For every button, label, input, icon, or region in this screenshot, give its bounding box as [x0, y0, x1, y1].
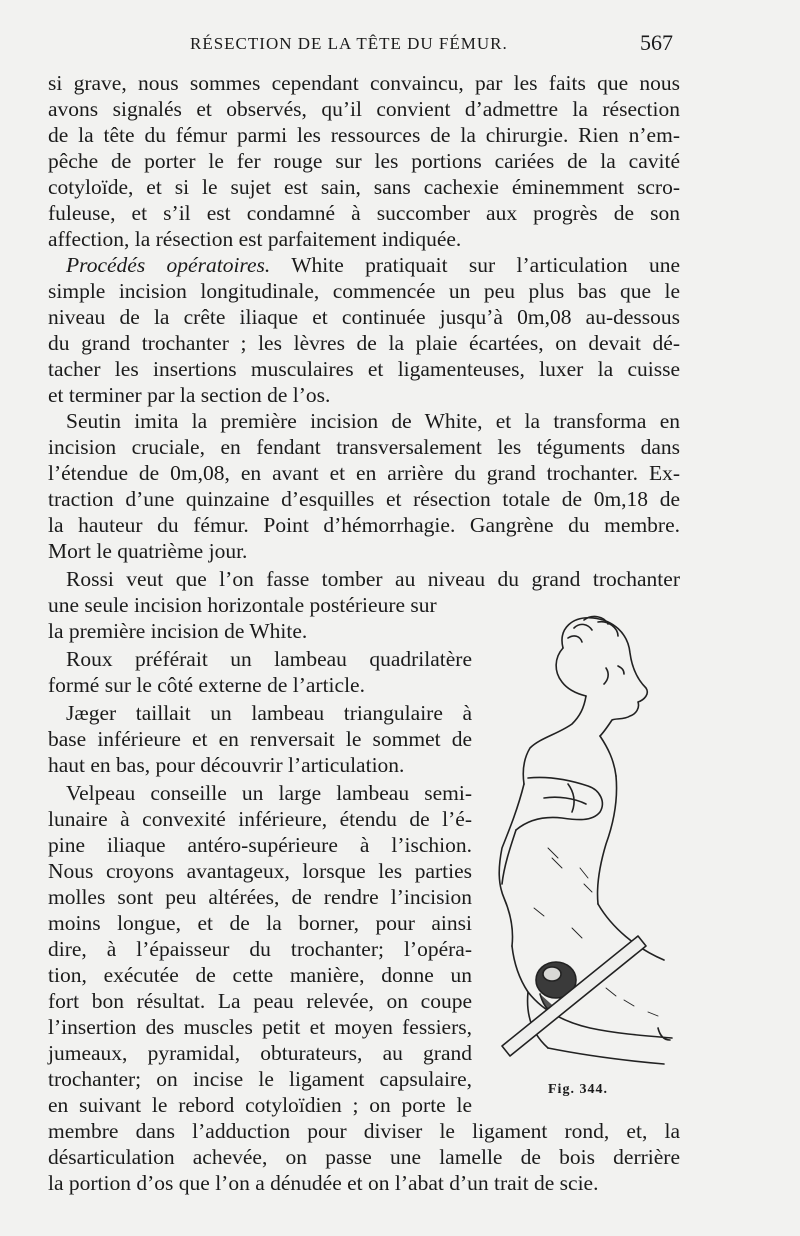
text-line: désarticulation achevée, on passe une lamelle de bois derrière: [48, 1145, 680, 1169]
text-line: tion, exécutée de cette manière, donne un: [48, 963, 472, 987]
figure-caption: Fig. 344.: [548, 1082, 608, 1097]
text-line: dire, à l’épaisseur du trochanter; l’opéra-: [48, 937, 472, 961]
text-line: haut en bas, pour découvrir l’articulation.: [48, 753, 405, 777]
running-title: RÉSECTION DE LA TÊTE DU FÉMUR.: [190, 34, 508, 53]
surgical-illustration: [488, 608, 678, 1078]
text-line: Velpeau conseille un large lambeau semi-: [66, 781, 472, 805]
text-line: base inférieure et en renversait le sommet de: [48, 727, 472, 751]
text-line: du grand trochanter ; les lèvres de la plaie écartées, on devait dé-: [48, 331, 680, 355]
text-run: White pratiquait sur l’articulation une: [291, 253, 680, 277]
text-line: affection, la résection est parfaitement indiquée.: [48, 227, 462, 251]
text-line: Rossi veut que l’on fasse tomber au niveau du grand trochanter: [66, 567, 680, 591]
text-line: Mort le quatrième jour.: [48, 539, 248, 563]
text-line: niveau de la crête iliaque et continuée jusqu’à 0m,08 au-dessous: [48, 305, 680, 329]
text-line: avons signalés et observés, qu’il convient d’admettre la résection: [48, 97, 680, 121]
text-line: Roux préférait un lambeau quadrilatère: [66, 647, 472, 671]
text-line: traction d’une quinzaine d’esquilles et résection totale de 0m,18 de: [48, 487, 680, 511]
text-line: en suivant le rebord cotyloïdien ; on porte le: [48, 1093, 472, 1117]
text-line-with-heading: [66, 252, 680, 278]
text-line: pêche de porter le fer rouge sur les portions cariées de la cavité: [48, 149, 680, 173]
text-line: l’étendue de 0m,08, en avant et en arrière du grand trochanter. Ex-: [48, 461, 680, 485]
text-line: pine iliaque antéro-supérieure à l’ischion.: [48, 833, 472, 857]
text-line: la hauteur du fémur. Point d’hémorrhagie. Gangrène du membre.: [48, 513, 680, 537]
text-line: cotyloïde, et si le sujet est sain, sans cachexie éminemment scro-: [48, 175, 680, 199]
text-line: simple incision longitudinale, commencée un peu plus bas que le: [48, 279, 680, 303]
text-line: la portion d’os que l’on a dénudée et on l’abat d’un trait de scie.: [48, 1171, 599, 1195]
text-line: lunaire à convexité inférieure, étendu de l’é-: [48, 807, 472, 831]
text-line: trochanter; on incise le ligament capsulaire,: [48, 1067, 472, 1091]
text-line: formé sur le côté externe de l’article.: [48, 673, 365, 697]
text-line: Jæger taillait un lambeau triangulaire à: [66, 701, 472, 725]
text-line: fort bon résultat. La peau relevée, on coupe: [48, 989, 472, 1013]
text-line: moins longue, et de la borner, pour ainsi: [48, 911, 472, 935]
text-line: fuleuse, et s’il est condamné à succomber aux progrès de son: [48, 201, 680, 225]
text-line: l’insertion des muscles petit et moyen fessiers,: [48, 1015, 472, 1039]
text-line: jumeaux, pyramidal, obturateurs, au grand: [48, 1041, 472, 1065]
text-line: incision cruciale, en fendant transversalement les téguments dans: [48, 435, 680, 459]
text-line: si grave, nous sommes cependant convaincu, par les faits que nous: [48, 71, 680, 95]
text-line: Nous croyons avantageux, lorsque les parties: [48, 859, 472, 883]
text-line: de la tête du fémur parmi les ressources de la chirurgie. Rien n’em-: [48, 123, 680, 147]
text-line: Seutin imita la première incision de White, et la transforma en: [66, 409, 680, 433]
text-line: une seule incision horizontale postérieure sur: [48, 593, 437, 617]
text-line: et terminer par la section de l’os.: [48, 383, 331, 407]
running-header: [0, 30, 800, 64]
text-line: la première incision de White.: [48, 619, 308, 643]
section-heading: Procédés opératoires.: [66, 253, 271, 277]
text-line: tacher les insertions musculaires et ligamenteuses, luxer la cuisse: [48, 357, 680, 381]
page-number: 567: [640, 30, 673, 55]
text-line: membre dans l’adduction pour diviser le ligament rond, et, la: [48, 1119, 680, 1143]
text-line: molles sont peu altérées, de rendre l’incision: [48, 885, 472, 909]
